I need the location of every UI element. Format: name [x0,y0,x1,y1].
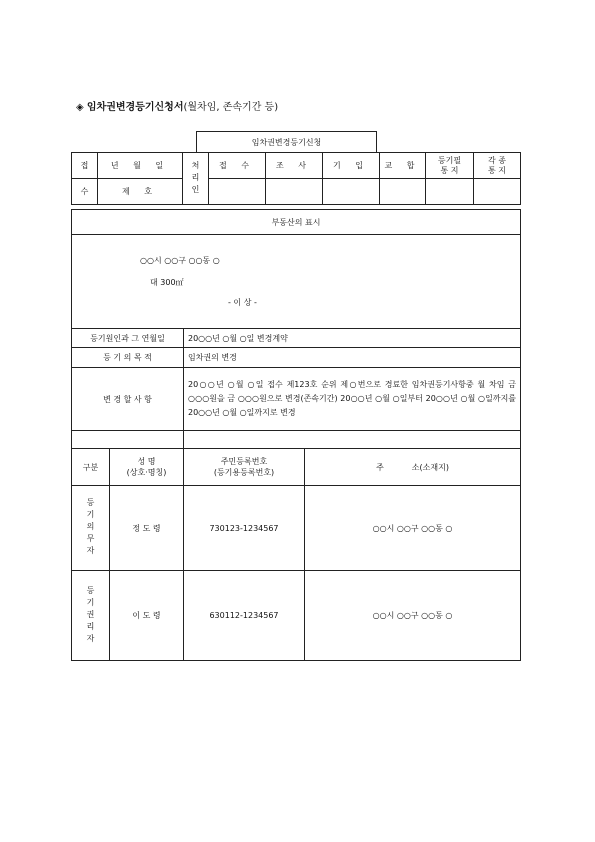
cell-jeopsu[interactable] [209,179,266,205]
header-address: 주 소(소재지) [305,449,521,486]
obligor-label: 등기의무자 [72,486,110,571]
title-bold: 임차권변경등기신청서 [86,102,184,113]
holder-id: 630112-1234567 [184,571,305,661]
reception-jeop: 접 [72,153,98,179]
col-josa: 조 사 [266,153,323,179]
holder-label: 등기권리자 [72,571,110,661]
col-notify-various: 각 종 통 지 [474,153,521,179]
holder-address: ○○시 ○○구 ○○동 ○ [305,571,521,661]
obligor-address: ○○시 ○○구 ○○동 ○ [305,486,521,571]
col-giip: 기 입 [323,153,380,179]
property-description [72,235,521,329]
main-table [71,209,521,661]
header-name: 성 명 (상호·명칭) [110,449,184,486]
purpose-label: 등 기 의 목 적 [72,348,184,368]
cell-josa[interactable] [266,179,323,205]
property-address: ○○시 ○○구 ○○동 ○ [140,256,220,265]
header-gubun: 구분 [72,449,110,486]
reception-date: 년 월 일 [98,153,183,179]
reception-header: 임차권변경등기신청 [196,131,377,153]
cell-notify-registered[interactable] [426,179,474,205]
property-end: - 이 상 - [228,298,257,307]
document-title [76,98,278,113]
obligor-name: 정 도 령 [110,486,184,571]
change-label: 변 경 할 사 항 [72,368,184,431]
diamond-icon: ◈ [76,102,84,113]
change-value: 20○○년 ○월 ○일 접수 제123호 순위 제○번으로 경료한 임차권등기사항중 월 차임 금 ○○○원을 금 ○○○원으로 변경(존속기간) 20○○년 ○월 ○일부터 20○○년 ○월 ○일까지를 20○○년 ○월 ○일까지로 변경 [184,368,521,431]
cause-label: 등기원인과 그 연월일 [72,329,184,348]
holder-name: 이 도 령 [110,571,184,661]
property-header: 부동산의 표시 [72,210,521,235]
col-gyohap: 교 합 [380,153,426,179]
cell-notify-various[interactable] [474,179,521,205]
blank-label [72,431,184,449]
reception-table [71,152,521,205]
purpose-value: 임차권의 변경 [184,348,521,368]
cell-giip[interactable] [323,179,380,205]
col-jeopsu: 접 수 [209,153,266,179]
property-area: 대 300㎡ [150,278,184,287]
reception-su: 수 [72,179,98,205]
blank-value [184,431,521,449]
title-subtitle: (월차임, 존속기간 등) [183,102,279,113]
col-notify-registered: 등기필 통 지 [426,153,474,179]
processor-label: 처리인 [183,153,209,205]
header-id: 주민등록번호 (등기용등록번호) [184,449,305,486]
cell-gyohap[interactable] [380,179,426,205]
obligor-id: 730123-1234567 [184,486,305,571]
cause-value: 20○○년 ○월 ○일 변경계약 [184,329,521,348]
reception-number: 제 호 [98,179,183,205]
